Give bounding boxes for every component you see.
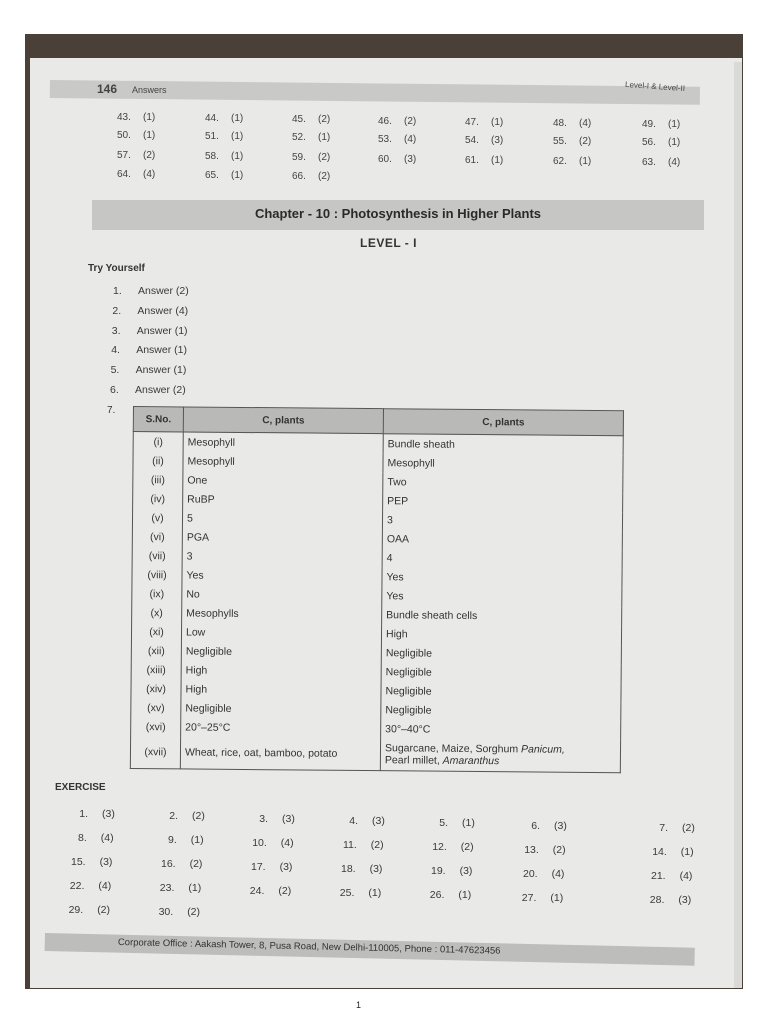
answer-number: 49. <box>642 119 656 131</box>
exercise-answer <box>236 885 291 897</box>
level-tag: Level-I & Level-II <box>624 79 686 94</box>
previous-answer <box>553 136 591 147</box>
cell-sno: (x) <box>132 603 182 622</box>
exercise-answer <box>326 887 381 899</box>
answer-choice: (2) <box>278 884 292 897</box>
answer-number: 48. <box>553 118 567 129</box>
exercise-answer <box>638 870 693 882</box>
cell-sno: (vii) <box>132 546 182 565</box>
answer-number: 61. <box>465 154 479 166</box>
cell-c3: Low <box>181 622 381 643</box>
answer-number: 47. <box>465 116 479 128</box>
previous-answer <box>205 151 243 162</box>
footer-text: Corporate Office : Aakash Tower, 8, Pusa Road, New Delhi-110005, Phone : 011-47623456 <box>117 937 501 957</box>
answer-choice: (3) <box>372 814 385 827</box>
c4-text-2: Pearl millet, <box>384 754 443 767</box>
cell-sno: (xi) <box>131 622 181 641</box>
item-answer: Answer (1) <box>136 324 188 337</box>
answer-choice: (3) <box>279 860 293 873</box>
answer-choice: (4) <box>668 157 681 169</box>
previous-answer <box>117 169 155 180</box>
answer-number: 64. <box>117 169 131 180</box>
answer-number: 15. <box>70 856 86 868</box>
exercise-answer <box>145 906 200 918</box>
answer-number: 12. <box>432 841 447 854</box>
exercise-answer <box>508 892 563 904</box>
answer-number: 45. <box>292 114 306 126</box>
answer-choice: (1) <box>458 889 472 902</box>
c4-text-1: Sugarcane, Maize, Sorghum <box>384 742 522 756</box>
previous-answer <box>553 156 591 167</box>
section-name: Answers <box>132 85 167 95</box>
answer-number: 22. <box>69 880 85 892</box>
cell-c3: 5 <box>182 508 382 529</box>
answer-choice: (1) <box>231 131 244 143</box>
cell-sno: (viii) <box>132 565 182 584</box>
question-7-number: 7. <box>107 405 116 416</box>
previous-answer <box>205 113 243 124</box>
answer-number: 18. <box>340 862 356 875</box>
cell-c3: 20°–25°C <box>181 717 381 738</box>
answer-number: 29. <box>68 904 84 916</box>
answer-number: 54. <box>465 134 479 146</box>
header-c3: C, plants <box>183 407 383 434</box>
answer-choice: (1) <box>368 886 382 899</box>
item-number: 5. <box>110 364 120 377</box>
previous-answer <box>205 131 243 142</box>
answer-number: 7. <box>659 821 668 834</box>
answer-choice: (4) <box>100 832 114 844</box>
cell-c4: High <box>381 624 621 645</box>
cell-sno: (xvii) <box>130 736 180 769</box>
cell-c3: Negligible <box>181 698 381 719</box>
cell-sno: (xiii) <box>131 660 181 679</box>
answer-number: 52. <box>292 132 306 144</box>
answer-number: 4. <box>349 814 358 827</box>
answer-choice: (1) <box>188 882 202 895</box>
cell-sno: (i) <box>133 432 183 452</box>
answer-number: 17. <box>250 860 266 873</box>
cell-c4: Negligible <box>381 700 621 721</box>
answer-choice: (2) <box>460 841 474 854</box>
exercise-answer <box>418 865 473 877</box>
previous-answer <box>642 137 680 148</box>
cell-c3: Negligible <box>181 641 381 662</box>
answer-number: 57. <box>117 150 131 161</box>
answer-number: 26. <box>429 889 445 902</box>
answer-choice: (3) <box>459 865 473 878</box>
previous-answer <box>117 112 155 123</box>
cell-c3: Mesophyll <box>183 451 383 472</box>
answer-choice: (4) <box>98 880 112 892</box>
answer-number: 53. <box>378 133 392 145</box>
cell-c3: Yes <box>182 565 382 586</box>
answer-number: 14. <box>652 845 667 858</box>
answer-choice: (1) <box>491 154 504 166</box>
cell-c3: Mesophyll <box>183 432 383 453</box>
answer-number: 21. <box>650 869 666 882</box>
answer-choice: (1) <box>231 170 244 182</box>
comparison-table-wrap <box>130 406 623 773</box>
answer-choice: (2) <box>370 838 384 851</box>
answer-choice: (3) <box>102 808 115 820</box>
answer-number: 1. <box>79 808 88 820</box>
answer-number: 30. <box>158 906 174 919</box>
header-sno: S.No. <box>133 407 183 432</box>
answer-number: 58. <box>205 151 219 163</box>
answer-choice: (1) <box>190 834 204 847</box>
answer-choice: (3) <box>554 819 567 832</box>
exercise-answer <box>55 904 110 916</box>
item-answer: Answer (4) <box>137 304 189 317</box>
answer-choice: (1) <box>668 119 681 131</box>
answer-choice: (4) <box>679 869 693 882</box>
cell-c3: 3 <box>182 546 382 567</box>
answer-choice: (2) <box>579 136 592 147</box>
table-row <box>130 736 620 773</box>
answer-choice: (1) <box>231 151 244 163</box>
answer-number: 66. <box>292 171 306 183</box>
answer-number: 44. <box>205 113 219 125</box>
answer-choice: (4) <box>551 867 565 880</box>
previous-answer <box>553 118 591 129</box>
item-number: 4. <box>111 344 120 357</box>
cell-c3: RuBP <box>183 489 383 510</box>
answer-choice: (2) <box>192 810 205 823</box>
exercise-answer <box>239 837 294 849</box>
answer-choice: (1) <box>680 845 694 858</box>
cell-c3: One <box>183 470 383 491</box>
cell-c4: Yes <box>382 567 622 588</box>
exercise-title: EXERCISE <box>55 782 106 793</box>
try-yourself-title: Try Yourself <box>88 263 145 274</box>
item-number: 3. <box>111 324 121 337</box>
try-yourself-item <box>112 325 188 337</box>
exercise-answer <box>238 861 293 873</box>
cell-c4: Bundle sheath cells <box>382 605 622 626</box>
cell-c4: Negligible <box>381 681 621 702</box>
cell-c4: Two <box>383 472 623 493</box>
chapter-title: Chapter - 10 : Photosynthesis in Higher Plants <box>254 206 542 221</box>
answer-number: 25. <box>339 886 355 899</box>
exercise-answer <box>148 858 203 870</box>
table-body <box>130 432 623 773</box>
answer-choice: (3) <box>404 153 417 165</box>
cell-c4: 4 <box>382 548 622 569</box>
answer-choice: (4) <box>143 169 156 180</box>
item-number: 1. <box>113 285 122 297</box>
answer-choice: (1) <box>550 891 564 904</box>
answer-number: 23. <box>159 882 175 895</box>
exercise-answer <box>329 839 384 851</box>
cell-c3: High <box>181 660 381 681</box>
answer-number: 50. <box>117 130 131 141</box>
answer-number: 10. <box>252 836 267 849</box>
cell-sno: (xiv) <box>131 679 181 698</box>
exercise-answer <box>416 889 471 901</box>
item-answer: Answer (2) <box>135 384 186 396</box>
try-yourself-item <box>111 344 187 356</box>
cell-sno: (ix) <box>132 584 182 603</box>
previous-answer <box>292 132 330 143</box>
previous-answer <box>292 171 330 182</box>
cell-c4 <box>380 738 620 773</box>
exercise-answer <box>639 846 694 858</box>
answer-number: 3. <box>259 812 268 825</box>
answer-number: 55. <box>553 136 567 147</box>
item-answer: Answer (1) <box>136 344 187 357</box>
answer-number: 51. <box>205 131 219 143</box>
cell-sno: (iii) <box>133 470 183 489</box>
answer-number: 56. <box>642 137 656 149</box>
cell-sno: (xvi) <box>131 717 181 736</box>
exercise-answer <box>640 822 695 834</box>
answer-choice: (3) <box>282 812 295 825</box>
answer-number: 9. <box>168 834 177 847</box>
exercise-answer <box>146 882 201 894</box>
answer-number: 11. <box>342 838 357 851</box>
answer-choice: (1) <box>579 156 592 167</box>
cell-c4: Negligible <box>381 662 621 683</box>
answer-choice: (2) <box>97 904 111 916</box>
answer-number: 63. <box>642 157 656 169</box>
cell-c4: Yes <box>382 586 622 607</box>
answer-choice: (3) <box>491 134 504 146</box>
c4-italic-2: Amaranthus <box>442 754 500 768</box>
previous-answer <box>205 170 243 181</box>
item-answer: Answer (2) <box>138 285 189 297</box>
exercise-answer <box>58 856 113 868</box>
answer-number: 6. <box>531 819 540 832</box>
cell-c3: Wheat, rice, oat, bamboo, potato <box>180 736 380 770</box>
answer-number: 46. <box>378 115 392 127</box>
answer-choice: (2) <box>318 152 331 164</box>
answer-number: 60. <box>378 153 392 165</box>
cell-sno: (xv) <box>131 698 181 717</box>
exercise-answer <box>510 868 565 880</box>
answer-number: 24. <box>249 884 265 897</box>
cell-sno: (ii) <box>133 451 183 470</box>
page-edge <box>734 62 742 988</box>
answer-choice: (1) <box>143 130 156 141</box>
answer-choice: (1) <box>491 116 504 128</box>
exercise-answer <box>56 880 111 892</box>
answer-choice: (2) <box>143 150 156 161</box>
answer-choice: (2) <box>404 115 417 127</box>
previous-answer <box>642 157 680 168</box>
answer-number: 16. <box>160 858 176 871</box>
cell-sno: (v) <box>132 508 182 527</box>
answer-choice: (3) <box>678 893 692 906</box>
answer-choice: (4) <box>280 836 294 849</box>
exercise-answer <box>149 834 204 846</box>
item-answer: Answer (1) <box>135 364 187 377</box>
previous-answer <box>117 150 155 161</box>
answer-number: 13. <box>524 843 539 856</box>
exercise-answer <box>636 894 691 906</box>
header-c4: C, plants <box>383 409 623 436</box>
previous-answer <box>378 134 416 145</box>
previous-answer <box>292 114 330 125</box>
previous-answer <box>292 152 330 163</box>
cell-c4: OAA <box>382 529 622 550</box>
answer-number: 65. <box>205 170 219 182</box>
cell-c4: 30°–40°C <box>381 719 621 740</box>
previous-answer <box>465 135 503 146</box>
answer-choice: (2) <box>318 114 331 126</box>
exercise-answer <box>330 815 385 827</box>
cell-c4: 3 <box>382 510 622 531</box>
answer-choice: (1) <box>231 113 244 125</box>
exercise-answer <box>512 820 567 832</box>
answer-choice: (1) <box>462 817 475 830</box>
answer-choice: (2) <box>552 843 566 856</box>
answer-number: 43. <box>117 112 131 123</box>
previous-answer <box>117 130 155 141</box>
previous-answer <box>465 155 503 166</box>
exercise-answer <box>150 810 205 822</box>
answer-choice: (3) <box>99 856 113 868</box>
cell-c3: High <box>181 679 381 700</box>
answer-number: 8. <box>78 832 87 844</box>
item-number: 2. <box>112 304 122 317</box>
cell-c4: Bundle sheath <box>383 434 623 456</box>
answer-choice: (2) <box>318 171 331 183</box>
answer-number: 62. <box>553 156 567 167</box>
answer-choice: (1) <box>668 137 681 149</box>
exercise-answer <box>240 813 295 825</box>
page-number: 146 <box>97 82 118 96</box>
exercise-answer <box>60 808 115 820</box>
answer-choice: (3) <box>369 862 383 875</box>
answer-number: 28. <box>649 893 665 906</box>
level-title: LEVEL - I <box>360 236 417 250</box>
answer-number: 20. <box>522 867 538 880</box>
answer-number: 5. <box>439 817 448 830</box>
cell-c4: Mesophyll <box>383 453 623 474</box>
previous-answer <box>642 119 680 130</box>
cell-c4: PEP <box>383 491 623 512</box>
answer-choice: (1) <box>143 112 156 123</box>
answer-choice: (1) <box>318 132 331 144</box>
answer-number: 19. <box>430 865 446 878</box>
answer-choice: (2) <box>682 821 695 834</box>
try-yourself-item <box>113 285 189 297</box>
answer-number: 59. <box>292 152 306 164</box>
exercise-answer <box>59 832 114 844</box>
answer-choice: (4) <box>404 133 417 145</box>
cell-sno: (xii) <box>131 641 181 660</box>
cell-c3: Mesophylls <box>182 603 382 624</box>
previous-answer <box>378 116 416 127</box>
pdf-page-number: 1 <box>356 1000 362 1010</box>
try-yourself-item <box>112 305 188 317</box>
exercise-answer <box>328 863 383 875</box>
try-yourself-item <box>110 384 186 396</box>
cell-c4: Negligible <box>381 643 621 664</box>
answer-number: 2. <box>169 810 178 823</box>
answer-choice: (4) <box>579 118 592 129</box>
exercise-answer <box>420 817 475 829</box>
cell-sno: (iv) <box>133 489 183 508</box>
cell-c3: No <box>182 584 382 605</box>
cell-sno: (vi) <box>132 527 182 546</box>
exercise-answer <box>419 841 474 853</box>
answer-choice: (2) <box>187 906 201 919</box>
previous-answer <box>378 154 416 165</box>
comparison-table <box>130 406 624 773</box>
try-yourself-item <box>111 364 187 376</box>
item-number: 6. <box>110 384 119 396</box>
answer-number: 27. <box>521 891 537 904</box>
c4-italic-1: Panicum, <box>520 743 565 756</box>
cell-c3: PGA <box>182 527 382 548</box>
exercise-answer <box>511 844 566 856</box>
answer-choice: (2) <box>189 858 203 871</box>
previous-answer <box>465 117 503 128</box>
